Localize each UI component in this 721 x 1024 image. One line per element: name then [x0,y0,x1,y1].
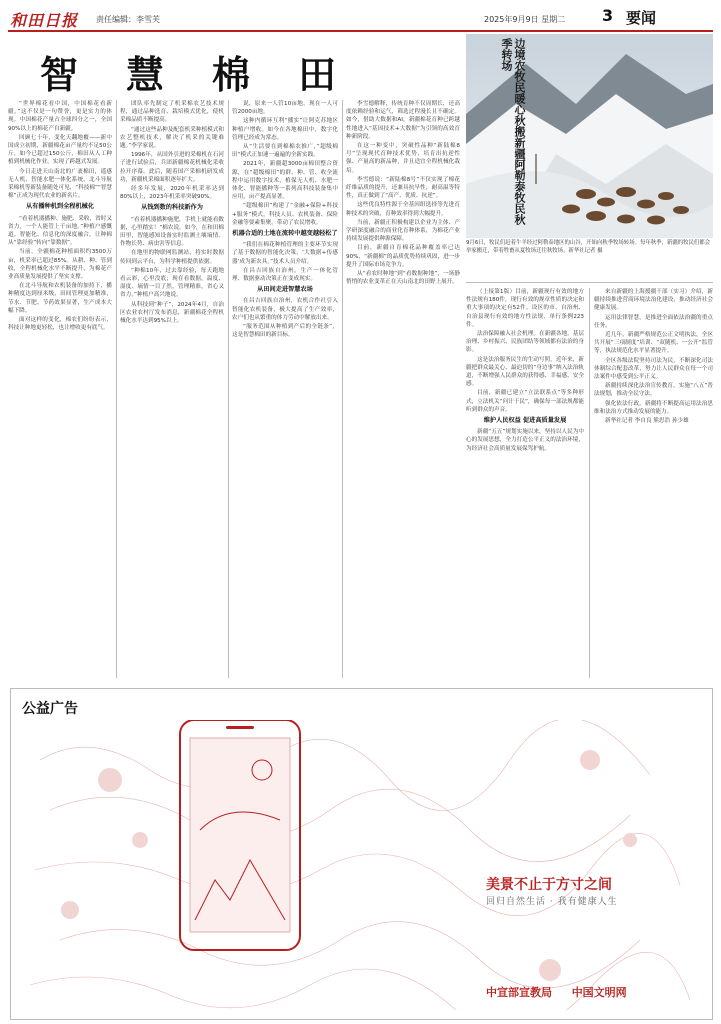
column-divider [342,100,343,678]
paragraph: 从“生活要在到棉棉农推广，”超级棉田“模式正加速一遍遍的全新实践。 [232,144,338,159]
paragraph: 在昌吉回族自治州，农机合作社引入智能化农机装备，极大提高了生产效率，农户们也从繁重的体力劳动中解放出来。 [232,298,338,321]
paragraph: 在地里的物联网监测站，将实时数据传回到云平台，为科学种植提供依据。 [120,250,224,265]
paragraph: 这种内循环互利“播实”让阿克苏地区种植户增收。如今在各地棉田中，数字化管理已经成为常态。 [232,118,338,141]
news-photo [466,34,713,238]
paragraph: 强化依法行政，新疆将不断提高运用法治思维和法治方式推动发展的能力。 [594,400,713,415]
paragraph: 在昌吉回族自治州，生产一体化管理、数据驱动决策正在变成现实。 [232,267,338,283]
paragraph: 在这一种变中，突破性品种“新陆棉8号”呈现现代育种技术优势，培育出抗逆性强、产量高的新品种，并且适宜全程机械化栽培。 [346,143,460,174]
masthead-logo: 和田日报 [10,11,79,30]
paragraph: “通过这些品种及配套机采种植模式和农艺整机技术，解决了机采的关键难题。”李学家说。 [120,126,224,150]
paragraph: 法治保障融入社会机理。在新疆各地，基层治理、乡村振兴、民族团结等领域都有法治的身影。 [466,331,584,354]
article-column-1 [8,100,112,678]
ad-label: 公益广告 [22,701,78,717]
subheading: 从田间走进智慧农场 [257,286,313,294]
column-divider [589,288,590,678]
article-column-3 [232,100,338,678]
photo-vertical-title: 边境农牧民暖心秋搬新疆阿勒泰牧民秋季转场 [500,38,526,225]
paragraph: 目前，新疆自育棉花品种覆盖率已达90%，“新疆棉”的品质优势持续巩固，进一步提升了国际市场竞争力。 [346,245,460,268]
paragraph: 李雪德解释，传统育种不仅周期长，还高度依赖经验和运气，筛选过程漫长且不确定。如今，借助大数据和AI，新疆棉花育种已跨越性地进入“基因技术+大数据”为引领的高效育种新阶段。 [346,101,460,140]
paragraph: “世界棉花看中国，中国棉花看新疆。”这不仅是一句赞誉，更是实力的体现。中国棉花产量占全球四分之一，全国90%以上的棉花产自新疆。 [8,101,112,132]
main-headline: 智慧棉田 [40,52,385,97]
paragraph: 在北斗导航和农机装备的加持下，播种精度达到厘米级，田间管理更加精准，节水、节肥、节药效果显著，生产成本大幅下降。 [8,283,112,314]
paragraph: 新华社记者 李自良 熊思浩 孙少雄 [605,418,689,425]
paragraph: 说，原来一人管10亩地，现在一人可管2000亩地。 [232,101,338,116]
editor-credit: 责任编辑：李雪芙 [96,15,160,24]
paragraph: 2021年，新疆超3000亩棉田整合资源，在“超级棉田”的群、种、管、收全流程中运用数字技术，植保无人机、水肥一体化、智能播种等一系列高科技装备集中应用，亩产提高显著。 [232,161,338,201]
paragraph: 目前，新疆已建立“立法联系点”等多种形式，立法机关“问计于民”，确保每一部法规都能听到群众的声音。 [466,390,584,413]
paragraph: 1996年，从国外引进的采棉机在石河子进行试验后，兵团新疆棉花机械化采收拉开序幕。此后，随着国产采棉机研发成功，新疆机采棉面积逐年扩大。 [120,152,224,183]
paragraph: “看着机器播种、施肥、采收，省时又省力，一个人能管上千亩地。”种植户感慨道。智能化、信息化的深度融合，让种棉从“靠经验”转向“靠数据”。 [8,215,112,247]
paragraph: 近几年，新疆严格规范公正文明执法，全区共开展“三项制度”培训、“双随机、一公开”监管等，执法规范化水平显著提升。 [594,332,713,355]
ad-sponsor-2: 中国文明网 [571,986,627,999]
column-divider [228,100,229,678]
paragraph: “看着机器播种施肥，手机上就能看数据，心里踏实！”棉农说。如今，在和田棉田里，智能感知设备实时监测土壤墒情、作物长势、病虫害等信息。 [120,216,224,248]
ad-tagline: 回归自然生活 · 我有健康人生 [486,897,618,907]
page-number: 3 [602,6,614,25]
paragraph: “我们在棉花种植管理的主要环节实现了基于数据的智能化决策，‘大数据+传感器’成为新农具。”技术人员介绍。 [232,242,338,265]
subheading: 机器合适的土地在流转中越变越轻松了 [232,230,338,238]
paragraph: 运用法律智慧，是推进全面依法治疆的重点任务。 [594,314,713,329]
section-divider [466,282,713,283]
paragraph: 当前，全疆棉花种植面积约3500万亩，机采率已超过85%。从耕、种、管到收，全程机械化水平不断提升，为棉花产业高质量发展提供了坚实支撑。 [8,249,112,281]
section-title: 要闻 [626,9,657,27]
ad-illustration [30,720,690,1010]
article-column-6 [594,288,713,678]
subheading: 从有播种机到全程机械化 [25,203,95,211]
ad-sponsor-1: 中宣部宣教局 [486,986,552,999]
paragraph: 当前，新疆正积极构建以企业为主体、产学研深度融合的商业化育种体系，为棉花产业持续发展提供种源保障。 [346,219,460,243]
paragraph: 今日走进天山南北的广袤棉田，遥感无人机、智能水肥一体化系统、北斗导航采棉机等新装备随处可见，“科技棉”“智慧棉”正成为现代农业的新名片。 [8,168,112,200]
ad-slogan: 美景不止于方寸之间 [486,877,612,893]
paragraph: （上接第1版）目前，新疆现行有效的地方性法规有180件，现行有效的规章性质的决定和重大事项的决定有52件。设区的市、自治州、自治县现行有效的地方性法规、单行条例223件。 [466,289,584,328]
paragraph: “种棉10年，过去靠经验，每天跑地看云彩，心里没底；现在看数据，温度、湿度、墒情一目了然，管理精准，省心又省力。”种植户高兴地说。 [120,267,224,299]
column-divider [116,100,117,678]
paragraph: 从科技到“种子”，2024年4月，自治区农业农村厅发布消息，新疆棉花全程机械化水平达到95%以上。 [120,301,224,325]
paragraph: 新疆持续深化法治宣传教育，实施“八五”普法规划，推动全民守法。 [594,383,713,398]
article-column-4 [346,100,460,678]
masthead-rule [8,30,713,32]
subheading: 维护人民权益 促进高质量发展 [483,417,567,425]
photo-caption: 9月6日，牧民们赶着牛羊经过阿勒泰地区的山谷，开始向秋季牧场转场。每年秋季，新疆的牧民们都会举家搬迁，带着牲畜从夏牧场迁往秋牧场。新华社记者 摄 [466,240,711,254]
subheading: 从钱到数的科技新作为 [141,204,203,212]
paragraph: 面对这样的变化，棉农们纷纷表示，科技让种地更轻松，也让增收更有底气。 [8,317,112,332]
article-column-2 [120,100,224,678]
paragraph: 团队率先制定了机采棉农艺技术规程，通过品种选育、栽培模式优化，使机采棉品质不断提高。 [120,101,224,124]
paragraph: 全区各级法院坚持司法为民，不断深化司法体制综合配套改革，努力让人民群众在每一个司法案件中感受到公平正义。 [594,357,713,381]
ad-sponsors [486,984,627,1000]
paragraph: 来自新疆的上海援疆干部（实习）介绍，新疆持续推进营商环境法治化建设，推动经济社会健康发展。 [594,289,713,312]
paragraph: 新疆“五五”规划实施以来，坚持以人民为中心的发展思想，全力打造公平正义的法治环境，为经济社会高质量发展保驾护航。 [466,429,584,452]
paragraph: 李雪德说：“新陆棉8号”不仅实现了棉花纤维品质的提升，还兼具抗旱性，耐高温等特性，真正做到了“高产、优质、抗逆”。 [346,176,460,200]
paragraph: “超级棉田”构建了“金融+保险+科技+服务”模式，科技人员、农机装备、保险金融等要素集聚，带动了农民增收。 [232,203,338,226]
paragraph: 经多年发展，2020年机采率达到80%以上，2023年机采率突破90%。 [120,186,224,201]
paragraph: 这是法治服务民生的生动写照。近年来，新疆把群众最关心、最迫切的“身边事”纳入法治轨道，不断增强人民群众的获得感、幸福感、安全感。 [466,356,584,388]
article-column-5 [466,288,584,678]
paragraph: 从“看农时种地”到“看数据种地”，一场静悄悄的农业变革正在天山南北的田野上展开。 [346,271,460,286]
paragraph: 回顾七十年，变化天翻地覆——新中国成立初期，新疆棉花亩产量约不足50公斤，如今已超过150公斤，棉田从人工种植到机械化作业，实现了跨越式发展。 [8,134,112,166]
paragraph: 这些优良特性源于全基因组选择等先进育种技术的突破，育种效率得到大幅提升。 [346,202,460,217]
issue-date: 2025年9月9日 星期二 [484,15,566,24]
paragraph: “服务范围从种植到产后的全链条”，这是智慧棉田的新目标。 [232,324,338,339]
